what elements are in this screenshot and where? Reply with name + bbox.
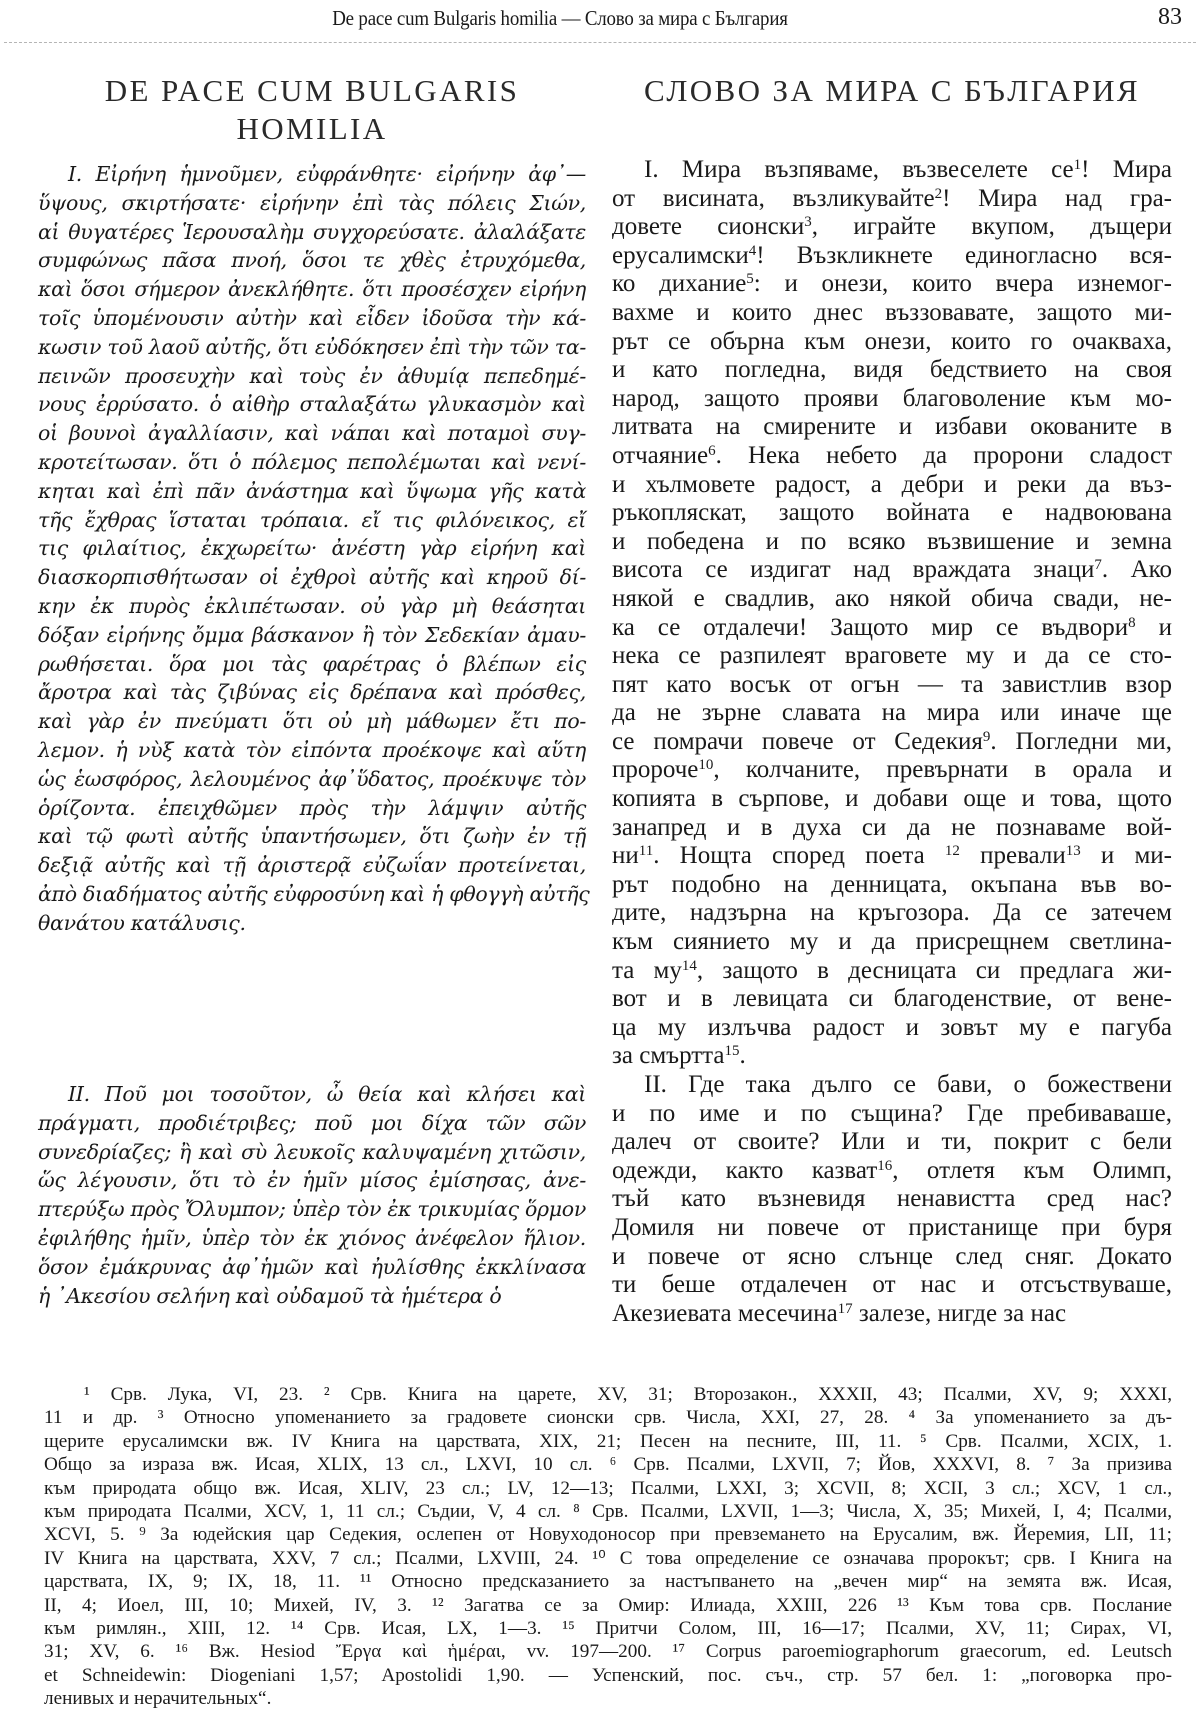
page-number: 83: [1158, 4, 1182, 30]
footnote-line: царствата, IX, 9; IX, 18, 11. ¹¹ Относно предсказанието за настъпването на „вечен мир“ на земята вж. Исая,: [44, 1571, 1172, 1593]
greek-line: I. Εἰρήνη ἡμνοῦμεν, εὐφράνθητε· εἰρήνην ἀφ᾽—: [68, 162, 586, 186]
greek-line: οἱ βουνοὶ ἀγαλλίασιν, καὶ νάπαι καὶ ποταμοὶ συγ-: [38, 421, 586, 446]
line-text: : и онези, които вчера изнемог-: [753, 270, 1172, 298]
line-text: отчаяние: [612, 441, 709, 469]
line-text: ни: [612, 842, 639, 870]
line-text: ! Мира над гра-: [942, 184, 1172, 212]
line-text: , защото в десницата си предлага жи-: [696, 956, 1172, 984]
greek-line: ὡς ἑωσφόρος, λελουμένος ἀφ᾽ὕδατος, προέκυψε τὸν: [38, 766, 586, 791]
line-text: Домиля ни повече от пристанище при буря: [612, 1213, 1172, 1241]
line-text: дите, надзърна на кръгозора. Да се затечем: [612, 899, 1172, 927]
footnote-line: Общо за израза вж. Исая, XLIX, 13 сл., LXVI, 10 сл. ⁶ Срв. Псалми, LXVII, 7; Йов, XXXVI, 8. ⁷ За призива: [44, 1454, 1172, 1476]
greek-line: πράγματι, προδιέτριβες; ποῦ μοι δίχα τῶν σῶν: [38, 1110, 586, 1135]
footnote-line: ¹ Срв. Лука, VI, 23. ² Срв. Книга на царете, XV, 31; Второзакон., XXXII, 43; Псалми, XV, 9; XXXI,: [84, 1384, 1172, 1405]
line-text: Акезиевата месечина: [612, 1299, 838, 1327]
line-text: далеч от своите? Или и ти, покрит с бели: [612, 1128, 1172, 1156]
line-text: към сиянието му и да присрещнем светлина-: [612, 928, 1172, 956]
bulgarian-line: [612, 442, 1172, 471]
footnote-line: IV Книга на царствата, XXV, 7 сл.; Псалми, LXVIII, 24. ¹⁰ С това определение се означава пророкът; срв. I Книга на: [44, 1547, 1172, 1569]
running-head: [0, 2, 1200, 38]
greek-line: κην ἐκ πυρὸς ἐκλιπέτωσαν. οὐ γὰρ μὴ θεάσηται: [38, 593, 586, 618]
greek-column: [38, 160, 590, 938]
line-text: II. Где така дълго се бави, о божествени: [644, 1071, 1172, 1098]
line-text: залезе, нигде за нас: [852, 1299, 1067, 1327]
bulgarian-line: [612, 413, 1172, 442]
footnote-ref[interactable]: 12: [944, 843, 960, 859]
footnote-ref[interactable]: 14: [681, 957, 697, 974]
line-text: ! Мира: [1081, 156, 1172, 183]
bulgarian-line: [612, 385, 1172, 414]
line-text: ерусалимски: [612, 241, 749, 269]
greek-line: ὥς λέγουσιν, ὅτι τὸ ἐν ἡμῖν μίσος ἐμίσησας, ἀνε-: [38, 1168, 586, 1193]
footnote-line: II, 4; Иоел, III, 10; Михей, IV, 3. ¹² Загатва се за Омир: Илиада, XXIII, 226 ¹³ Към това срв. Послание: [44, 1594, 1172, 1616]
line-text: рът подобно на денницата, окъпана във во-: [612, 870, 1172, 898]
greek-line: ὕψους, σκιρτήσατε· εἰρήνην ἐπὶ τὰς πόλεις Σιών,: [38, 190, 586, 215]
footnote-ref[interactable]: 2: [934, 185, 943, 202]
bulgarian-line: [612, 1157, 1172, 1186]
greek-line: καὶ γὰρ ἐν πνεύματι ὅτι οὐ μὴ μάθωμεν ἔτι πο-: [38, 709, 586, 734]
latin-title-line: DE PACE CUM BULGARIS: [104, 73, 520, 108]
line-text: , отлетя към Олимп,: [892, 1156, 1172, 1184]
footnote-ref[interactable]: 13: [1065, 843, 1081, 859]
footnotes: [44, 1383, 1172, 1710]
greek-line: πτερύξω πρὸς Ὄλυμπον; ὑπὲρ τὸν ἐκ τρικυμίας ὅρμον: [38, 1197, 586, 1222]
bulgarian-line: [612, 785, 1172, 814]
footnote-line: 11 и др. ³ Относно упоменанието за градовете сионски срв. Числа, XXI, 27, 28. ⁴ За упоменанието за дъ-: [44, 1407, 1172, 1429]
line-text: ца му излъчва радост и зовът му е пагуба: [612, 1013, 1172, 1041]
footnote-ref[interactable]: 4: [748, 242, 757, 259]
line-text: ръкопляскат, защото войната е надвоювана: [612, 499, 1172, 527]
line-text: довете сионски: [612, 213, 805, 241]
footnote-line: XCVI, 5. ⁹ За юдейския цар Седекия, ослепен от Новуходоносор при превземането на Ерусалим, вж. Йеремия, LII, 11;: [44, 1524, 1172, 1546]
line-text: ! Възкликнете единогласно вся-: [756, 241, 1172, 269]
bulgarian-line: [612, 328, 1172, 357]
line-text: одежди, както казват: [612, 1156, 878, 1184]
line-text: някой е свадлив, ако някой обича свади, не-: [612, 584, 1172, 612]
line-text: ти беше отдалечен от нас и отсъствуваше,: [612, 1271, 1172, 1299]
line-text: да не зърне славата на мира или иначе ще: [612, 699, 1172, 727]
footnote-line: към природата Псалми, XCV, 1, 11 сл.; Съдии, V, 4 сл. ⁸ Срв. Псалми, LXVII, 1—3; Числа, X, 35; Михей, I, 4; Псалми,: [44, 1500, 1172, 1522]
line-text: нека се разпилеят враговете му и да се сто-: [612, 642, 1172, 670]
footnote-ref[interactable]: 6: [708, 442, 716, 459]
greek-line: διασκορπισθήτωσαν οἱ ἐχθροὶ αὐτῆς καὶ κηροῦ δί-: [38, 565, 586, 590]
bulgarian-line: [612, 871, 1172, 900]
line-text: ка се отдалечи! Защото мир се въдвори: [612, 613, 1129, 641]
greek-line: συνεδρίαζες; ἢ καὶ σὺ λευκοῖς καλυψαμένη χιτῶσιν,: [38, 1139, 586, 1164]
footnote-line: ленивых и нерачительных“.: [44, 1688, 272, 1710]
greek-line: ρωθήσεται. ὅρα μοι τὰς φαρέτρας ὁ βλέπων εἰς: [38, 651, 586, 676]
line-text: и по име и по същина? Где пребиваваше,: [612, 1099, 1172, 1127]
footnote-ref[interactable]: 5: [746, 271, 754, 288]
bulgarian-line: [612, 1071, 1172, 1100]
bulgarian-line: [612, 1185, 1172, 1214]
footnote-line: щерите ерусалимски вж. IV Книга на царствата, XIX, 21; Песен на песните, III, 11. ⁵ Срв. Псалми, XCIX, 1.: [44, 1430, 1172, 1452]
bulgarian-line: [612, 299, 1172, 328]
line-text: вахме и които днес въззовавате, защото ми-: [612, 298, 1172, 326]
line-text: вот и в левицата си благоденствие, от вене-: [612, 985, 1172, 1013]
greek-line: πεινῶν προσευχὴν καὶ τοὺς ἐν ἀθυμίᾳ πεπεδημέ-: [38, 363, 586, 388]
greek-line: νους ἐρρύσατο. ὁ αἰθὴρ σταλαξάτω γλυκασμὸν καὶ: [38, 392, 586, 417]
greek-line: II. Ποῦ μοι τοσοῦτον, ὦ θεία καὶ κλήσει καὶ: [68, 1082, 586, 1106]
greek-line: τοῖς ὑπομένουσιν αὐτὴν καὶ εἶδεν ἰδοῦσα τὴν κά-: [38, 305, 586, 330]
greek-line: δεξιᾷ αὐτῆς καὶ τῇ ἀριστερᾷ εὐζωΐαν προτείνεται,: [38, 853, 586, 878]
line-text: . Ако: [1101, 556, 1172, 584]
greek-line: ὅσον ἐμάκρυνας ἀφ᾽ἡμῶν καὶ ἠυλίσθης ἐκκλίνασα: [38, 1254, 586, 1279]
bulgarian-line: [612, 756, 1172, 785]
greek-line: ἐφιλήθης ἡμῖν, ὑπὲρ τὸν ἐκ χιόνος ἀνέφελον ἥλιον.: [38, 1225, 586, 1250]
line-text: и повече от ясно слънце след сняг. Докато: [612, 1242, 1172, 1270]
line-text: пророче: [612, 756, 699, 784]
greek-line: συμφώνως πᾶσα πνοή, ὅσοι τε χθὲς ἐτρυχόμεθα,: [38, 248, 586, 273]
bulgarian-line: [612, 1300, 1172, 1329]
line-text: копията в сърпове, и добави още и това, щото: [612, 785, 1172, 813]
bulgarian-line: [612, 499, 1172, 528]
greek-line: κωσιν τοῦ λαοῦ αὐτῆς, ὅτι εὐδόκησεν ἐπὶ τὴν τῶν τα-: [38, 334, 586, 359]
footnote-line: et Schneidewin: Diogeniani 1,57; Apostolidi 1,90. — Успенский, пос. съч., стр. 57 бел. 1: „поговорка про-: [44, 1664, 1172, 1686]
bulgarian-line: [612, 842, 1172, 871]
footnote-ref[interactable]: 17: [837, 1300, 853, 1317]
bulgarian-text: [612, 156, 1172, 1328]
greek-line: καὶ τῷ φωτὶ αὐτῆς ὑπαντήσωμεν, ὅτι ζωὴν ἐν τῇ: [38, 824, 586, 849]
greek-line: θανάτου κατάλυσις.: [38, 910, 246, 935]
bulgarian-line: [612, 585, 1172, 614]
latin-title-line: HOMILIA: [236, 111, 388, 146]
greek-line: ἄροτρα καὶ τὰς ζιβύνας εἰς δρέπανα καὶ πρόσθες,: [38, 680, 586, 705]
line-text: . Нощта според поета: [653, 842, 945, 870]
line-text: и победена и по всяко възвишение и земна: [612, 527, 1172, 555]
footnote-ref[interactable]: 1: [1073, 156, 1082, 173]
greek-line: τις φιλαίτιος, ἐκχωρείτω· ἀνέστη γὰρ εἰρήνη καὶ: [38, 536, 586, 561]
greek-section-2: [38, 1080, 586, 1310]
line-text: народ, защото прояви благоволение към мо-: [612, 384, 1172, 412]
greek-line: τῆς ἔχθρας ἵσταται τρόπαια. εἴ τις φιλόνεικος, εἴ: [38, 507, 586, 532]
greek-line: ἡ ᾿Ακεσίου σελήνη καὶ οὐδαμοῦ τὰ ἡμέτερα ὁ: [38, 1283, 502, 1308]
greek-line: αἱ θυγατέρες Ἱερουσαλὴμ συγχορεύσατε. ἀλαλάξατε: [38, 219, 586, 244]
bulgarian-line: [612, 614, 1172, 643]
line-text: , играйте вкупом, дъщери: [811, 213, 1172, 241]
line-text: .: [739, 1042, 746, 1070]
bulgarian-line: [612, 985, 1172, 1014]
line-text: занапред и в духа си да не познаваме вой-: [612, 813, 1172, 841]
bulgarian-line: [612, 1243, 1172, 1272]
line-text: , колчаните, превърнати в орала и: [713, 756, 1172, 784]
bulgarian-line: [612, 671, 1172, 700]
greek-column-part-2: [38, 1080, 586, 1310]
footnote-ref[interactable]: 9: [982, 728, 991, 745]
line-text: превали: [959, 842, 1066, 870]
line-text: тъй като възневидя ненавистта сред нас?: [612, 1185, 1172, 1213]
bulgarian-line: [612, 556, 1172, 585]
bulgarian-line: [612, 471, 1172, 500]
footnote-line: 31; XV, 6. ¹⁶ Вж. Hesiod Ἔργα καὶ ἡμέραι, vv. 197—200. ¹⁷ Corpus paroemiographorum graecorum, ed. Leutsch: [44, 1641, 1172, 1663]
line-text: пят като восък от огън — та завистлив взор: [612, 670, 1172, 698]
line-text: рът се обърна към онези, които го очакваха,: [612, 327, 1172, 355]
line-text: и хълмовете радост, а дебри и реки да въз-: [612, 470, 1172, 498]
greek-line: ἀπὸ διαδήματος αὐτῆς εὐφροσύνη καὶ ἡ φθογγὴ αὐτῆς: [38, 881, 590, 906]
bulgarian-line: [612, 213, 1172, 242]
bulgarian-column: [612, 156, 1172, 1328]
bulgarian-line: [612, 1014, 1172, 1043]
latin-title: [38, 72, 586, 148]
bulgarian-line: [612, 1100, 1172, 1129]
line-text: . Погледни ми,: [990, 727, 1172, 755]
greek-line: λεμον. ἡ νὺξ κατὰ τὸν εἰπόντα προέκοψε καὶ αὕτη: [38, 737, 586, 762]
line-text: за смъртта: [612, 1042, 725, 1070]
footnote-ref[interactable]: 7: [1094, 557, 1102, 574]
greek-line: καὶ ὅσοι σήμερον ἀνεκλήθητε. ὅτι προσέσχεν εἰρήνη: [38, 277, 586, 302]
line-text: I. Мира възпяваме, възвеселете се: [644, 156, 1074, 183]
footnote-line: към природата общо вж. Исая, XLIV, 23 сл.; LV, 12—13; Псалми, LXXI, 3; XCVII, 8; XCII, 3 сл.; XCV, 1 сл.,: [44, 1477, 1172, 1499]
greek-line: κροτείτωσαν. ὅτι ὁ πόλεμος πεπολέμωται καὶ νενί-: [38, 449, 586, 474]
footnote-line: към римлян., XIII, 12. ¹⁴ Срв. Исая, LX, 1—3. ¹⁵ Притчи Солом, III, 16—17; Псалми, XV, 11; Сирах, VI,: [44, 1617, 1172, 1639]
bulgarian-line: [612, 642, 1172, 671]
greek-line: δόξαν εἰρήνης ὄμμα βάσκανον ἢ τὸν Σεδεκίαν ἀμαυ-: [38, 622, 586, 647]
greek-line: ὁρίζοντα. ἐπειχθῶμεν πρὸς τὴν λάμψιν αὐτῆς: [38, 795, 586, 820]
bulgarian-line: [612, 1042, 1172, 1071]
line-text: ко дихание: [612, 270, 747, 298]
bulgarian-line: [612, 814, 1172, 843]
bulgarian-line: [612, 957, 1172, 986]
footnote-ref[interactable]: 3: [804, 213, 812, 230]
bulgarian-line: [612, 356, 1172, 385]
line-text: та му: [612, 956, 682, 984]
line-text: висота се издигат над враждата знаци: [612, 556, 1095, 584]
bulgarian-line: [612, 928, 1172, 957]
bulgarian-line: [612, 242, 1172, 271]
bulgarian-line: [612, 156, 1172, 185]
bulgarian-line: [612, 185, 1172, 214]
bulgarian-title: СЛОВО ЗА МИРА С БЪЛГАРИЯ: [644, 73, 1140, 108]
header-rule: [4, 42, 1196, 43]
bulgarian-line: [612, 728, 1172, 757]
bulgarian-line: [612, 699, 1172, 728]
footnote-ref[interactable]: 16: [877, 1157, 893, 1174]
line-text: и ми-: [1080, 842, 1173, 870]
running-title: De pace cum Bulgaris homilia — Слово за мира с България: [332, 6, 788, 30]
greek-line: κηται καὶ ἐπὶ πᾶν ἀνάστημα καὶ ὕψωμα γῆς κατὰ: [38, 478, 586, 503]
greek-section-1: [38, 160, 590, 938]
footnote-ref[interactable]: 11: [638, 843, 654, 859]
bulgarian-line: [612, 1271, 1172, 1300]
line-text: се помрачи повече от Седекия: [612, 727, 983, 755]
line-text: литвата на смирените и избави окованите в: [612, 413, 1172, 441]
bulgarian-line: [612, 528, 1172, 557]
bulgarian-line: [612, 270, 1172, 299]
footnote-ref[interactable]: 10: [698, 757, 714, 774]
bulgarian-line: [612, 899, 1172, 928]
line-text: и: [1135, 613, 1172, 641]
line-text: от висината, възликувайте: [612, 184, 935, 212]
footnote-ref[interactable]: 8: [1128, 614, 1136, 631]
bulgarian-line: [612, 1214, 1172, 1243]
line-text: . Нека небето да пророни сладост: [715, 441, 1172, 469]
footnote-ref[interactable]: 15: [724, 1043, 740, 1060]
line-text: и като погледна, видя бедствието на своя: [612, 356, 1172, 384]
bulgarian-line: [612, 1128, 1172, 1157]
